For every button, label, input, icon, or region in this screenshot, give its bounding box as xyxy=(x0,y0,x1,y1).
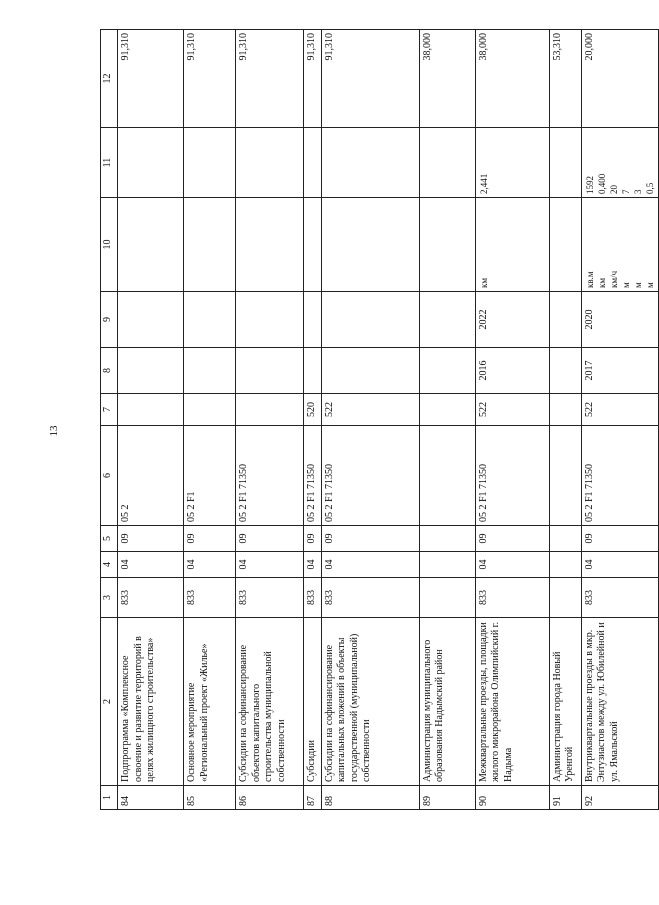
cell-10 xyxy=(304,198,322,292)
cell-7 xyxy=(549,394,581,426)
cell-4 xyxy=(549,552,581,578)
cell-10 xyxy=(419,198,475,292)
cell-6: 05 2 xyxy=(118,426,184,526)
cell-11 xyxy=(118,128,184,198)
cell-line: м xyxy=(620,282,631,288)
table-row xyxy=(118,30,184,810)
cell-12: 91,310 xyxy=(236,30,304,128)
column-header-6: 6 xyxy=(101,426,118,526)
cell-7 xyxy=(184,394,236,426)
cell-7 xyxy=(118,394,184,426)
cell-2: Подпрограмма «Комплексное освоение и развитие территорий в целях жилищного строительства» xyxy=(118,618,184,786)
cell-3: 833 xyxy=(118,578,184,618)
cell-line: 20 xyxy=(608,185,619,194)
column-header-4: 4 xyxy=(101,552,118,578)
cell-5: 09 xyxy=(475,526,549,552)
cell-11 xyxy=(475,128,549,198)
cell-line: 0,400 xyxy=(596,173,607,194)
cell-5: 09 xyxy=(118,526,184,552)
cell-8 xyxy=(236,348,304,394)
cell-4: 04 xyxy=(184,552,236,578)
cell-9 xyxy=(236,292,304,348)
cell-11 xyxy=(321,128,419,198)
page-number: 13 xyxy=(48,425,60,437)
cell-9 xyxy=(184,292,236,348)
cell-3: 833 xyxy=(321,578,419,618)
cell-2: Основное мероприятие «Региональный проект «Жилье» xyxy=(184,618,236,786)
cell-12: 53,310 xyxy=(549,30,581,128)
cell-5: 09 xyxy=(236,526,304,552)
column-header-10: 10 xyxy=(101,198,118,292)
cell-line: 1592 xyxy=(584,176,595,194)
column-header-7: 7 xyxy=(101,394,118,426)
cell-9 xyxy=(549,292,581,348)
cell-2: Субсидии на софинансирование объектов капитального строительства муниципальной собственности xyxy=(236,618,304,786)
table-row xyxy=(475,30,549,810)
cell-10 xyxy=(475,198,549,292)
cell-8: 2016 xyxy=(475,348,549,394)
cell-11 xyxy=(236,128,304,198)
cell-6 xyxy=(549,426,581,526)
cell-8 xyxy=(184,348,236,394)
cell-10 xyxy=(236,198,304,292)
table-body xyxy=(118,30,659,810)
cell-line: м xyxy=(632,282,643,288)
cell-1: 91 xyxy=(549,786,581,810)
cell-9: 2022 xyxy=(475,292,549,348)
cell-11 xyxy=(304,128,322,198)
cell-line: 0,5 xyxy=(644,182,655,194)
cell-6: 05 2 F1 71350 xyxy=(304,426,322,526)
cell-10 xyxy=(184,198,236,292)
column-header-1: 1 xyxy=(101,786,118,810)
cell-8: 2017 xyxy=(581,348,658,394)
cell-8 xyxy=(419,348,475,394)
header-row xyxy=(101,30,118,810)
cell-7: 520 xyxy=(304,394,322,426)
cell-9: 2020 xyxy=(581,292,658,348)
cell-6: 05 2 F1 xyxy=(184,426,236,526)
cell-7 xyxy=(419,394,475,426)
cell-line: 7 xyxy=(620,189,631,194)
cell-3 xyxy=(419,578,475,618)
column-header-11: 11 xyxy=(101,128,118,198)
column-header-12: 12 xyxy=(101,30,118,128)
column-header-8: 8 xyxy=(101,348,118,394)
cell-11 xyxy=(419,128,475,198)
cell-3: 833 xyxy=(304,578,322,618)
cell-10 xyxy=(549,198,581,292)
table-row xyxy=(236,30,304,810)
cell-3: 833 xyxy=(184,578,236,618)
cell-9 xyxy=(321,292,419,348)
cell-12: 91,310 xyxy=(321,30,419,128)
cell-1: 87 xyxy=(304,786,322,810)
cell-7: 522 xyxy=(321,394,419,426)
cell-9 xyxy=(304,292,322,348)
cell-5 xyxy=(549,526,581,552)
cell-3: 833 xyxy=(581,578,658,618)
cell-4: 04 xyxy=(236,552,304,578)
cell-1: 92 xyxy=(581,786,658,810)
cell-10 xyxy=(581,198,658,292)
cell-10 xyxy=(118,198,184,292)
cell-4: 04 xyxy=(118,552,184,578)
cell-line: 3 xyxy=(632,189,643,194)
cell-10 xyxy=(321,198,419,292)
cell-7: 522 xyxy=(475,394,549,426)
cell-2: Внутриквартальные проезды в мкр. Энтузиастов между ул. Юбилейной и ул. Ямальской xyxy=(581,618,658,786)
cell-11 xyxy=(581,128,658,198)
table-row xyxy=(321,30,419,810)
cell-8 xyxy=(321,348,419,394)
column-header-2: 2 xyxy=(101,618,118,786)
column-header-3: 3 xyxy=(101,578,118,618)
cell-line: кв.м xyxy=(584,271,595,288)
cell-5: 09 xyxy=(304,526,322,552)
cell-6: 05 2 F1 71350 xyxy=(321,426,419,526)
cell-1: 88 xyxy=(321,786,419,810)
cell-1: 90 xyxy=(475,786,549,810)
cell-2: Администрация муниципального образования Надымский район xyxy=(419,618,475,786)
cell-2: Администрация города Новый Уренгой xyxy=(549,618,581,786)
cell-3: 833 xyxy=(475,578,549,618)
cell-1: 86 xyxy=(236,786,304,810)
cell-7 xyxy=(236,394,304,426)
rotated-table-container xyxy=(100,33,655,810)
cell-8 xyxy=(304,348,322,394)
cell-5: 09 xyxy=(581,526,658,552)
cell-1: 84 xyxy=(118,786,184,810)
cell-4: 04 xyxy=(581,552,658,578)
cell-6: 05 2 F1 71350 xyxy=(475,426,549,526)
cell-12: 38,000 xyxy=(419,30,475,128)
cell-11 xyxy=(184,128,236,198)
cell-12: 38,000 xyxy=(475,30,549,128)
table-row xyxy=(184,30,236,810)
cell-line: км/ч xyxy=(608,270,619,288)
cell-5: 09 xyxy=(184,526,236,552)
cell-line: км xyxy=(596,277,607,288)
cell-12: 91,310 xyxy=(118,30,184,128)
cell-2: Субсидии на софинансирование капитальных вложений в объекты государственной (муниципальной) собственности xyxy=(321,618,419,786)
cell-7: 522 xyxy=(581,394,658,426)
cell-8 xyxy=(549,348,581,394)
cell-12: 91,310 xyxy=(304,30,322,128)
cell-3 xyxy=(549,578,581,618)
cell-11 xyxy=(549,128,581,198)
table-row xyxy=(581,30,658,810)
table-row xyxy=(419,30,475,810)
cell-1: 85 xyxy=(184,786,236,810)
cell-line: м xyxy=(644,282,655,288)
cell-8 xyxy=(118,348,184,394)
cell-4: 04 xyxy=(304,552,322,578)
cell-12: 91,310 xyxy=(184,30,236,128)
cell-line: 2,441 xyxy=(478,173,489,194)
cell-9 xyxy=(118,292,184,348)
cell-4 xyxy=(419,552,475,578)
cell-2: Межквартальные проезды, площадки жилого микрорайона Олимпийский г. Надыма xyxy=(475,618,549,786)
cell-12: 20,000 xyxy=(581,30,658,128)
column-header-5: 5 xyxy=(101,526,118,552)
cell-5: 09 xyxy=(321,526,419,552)
cell-9 xyxy=(419,292,475,348)
cell-line: км xyxy=(478,277,489,288)
cell-4: 04 xyxy=(475,552,549,578)
budget-table xyxy=(100,29,659,810)
cell-6 xyxy=(419,426,475,526)
cell-2: Субсидии xyxy=(304,618,322,786)
table-row xyxy=(304,30,322,810)
cell-5 xyxy=(419,526,475,552)
cell-6: 05 2 F1 71350 xyxy=(236,426,304,526)
cell-3: 833 xyxy=(236,578,304,618)
cell-1: 89 xyxy=(419,786,475,810)
table-row xyxy=(549,30,581,810)
column-header-9: 9 xyxy=(101,292,118,348)
cell-4: 04 xyxy=(321,552,419,578)
cell-6: 05 2 F1 71350 xyxy=(581,426,658,526)
